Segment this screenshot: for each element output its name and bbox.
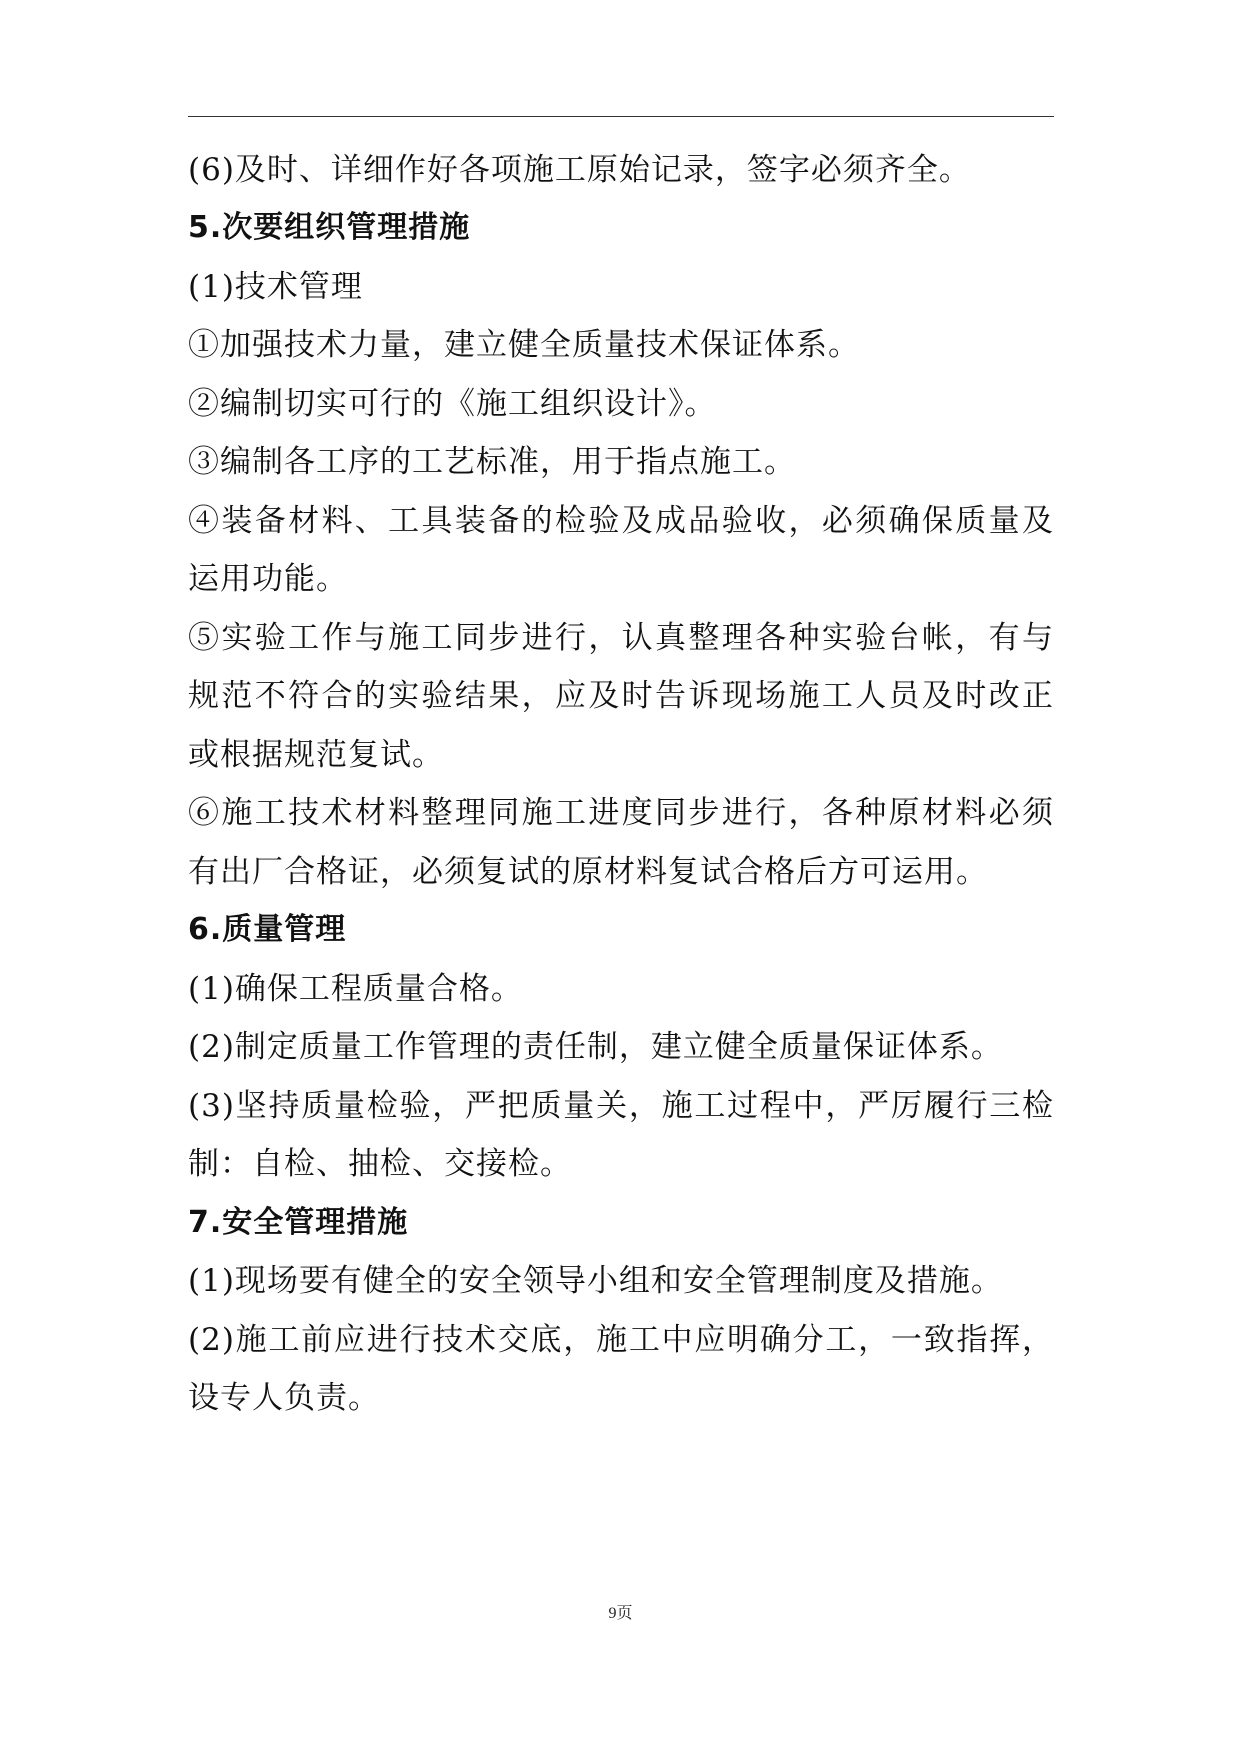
section-heading-7: 7.安全管理措施 <box>188 1205 409 1240</box>
paragraph-line: 制：自检、抽检、交接检。 <box>188 1146 572 1182</box>
paragraph-line: 有出厂合格证，必须复试的原材料复试合格后方可运用。 <box>188 854 988 890</box>
paragraph-line: ③编制各工序的工艺标准，用于指点施工。 <box>188 444 796 480</box>
paragraph-line: (1)确保工程质量合格。 <box>188 971 523 1007</box>
paragraph-line: (2)制定质量工作管理的责任制，建立健全质量保证体系。 <box>188 1029 1003 1065</box>
paragraph-line: 规范不符合的实验结果，应及时告诉现场施工人员及时改正 <box>188 678 1054 714</box>
paragraph-line: ①加强技术力量，建立健全质量技术保证体系。 <box>188 327 860 363</box>
paragraph-line: ④装备材料、工具装备的检验及成品验收，必须确保质量及 <box>188 503 1054 539</box>
paragraph-line: 运用功能。 <box>188 561 348 597</box>
paragraph-line: 或根据规范复试。 <box>188 737 444 773</box>
paragraph-line: ⑤实验工作与施工同步进行，认真整理各种实验台帐，有与 <box>188 620 1054 656</box>
subsection-heading: (1)技术管理 <box>188 269 363 305</box>
paragraph-line: 设专人负责。 <box>188 1380 380 1416</box>
header-rule <box>188 116 1054 117</box>
paragraph-line: ⑥施工技术材料整理同施工进度同步进行，各种原材料必须 <box>188 795 1054 831</box>
paragraph-line: (2)施工前应进行技术交底，施工中应明确分工，一致指挥， <box>188 1322 1054 1358</box>
page-number: 9页 <box>608 1605 633 1622</box>
paragraph-line: (1)现场要有健全的安全领导小组和安全管理制度及措施。 <box>188 1263 1003 1299</box>
section-heading-6: 6.质量管理 <box>188 912 347 947</box>
paragraph-line: (6)及时、详细作好各项施工原始记录，签字必须齐全。 <box>188 152 971 188</box>
section-heading-5: 5.次要组织管理措施 <box>188 210 471 245</box>
paragraph-line: (3)坚持质量检验，严把质量关，施工过程中，严厉履行三检 <box>188 1088 1054 1124</box>
paragraph-line: ②编制切实可行的《施工组织设计》。 <box>188 386 717 422</box>
